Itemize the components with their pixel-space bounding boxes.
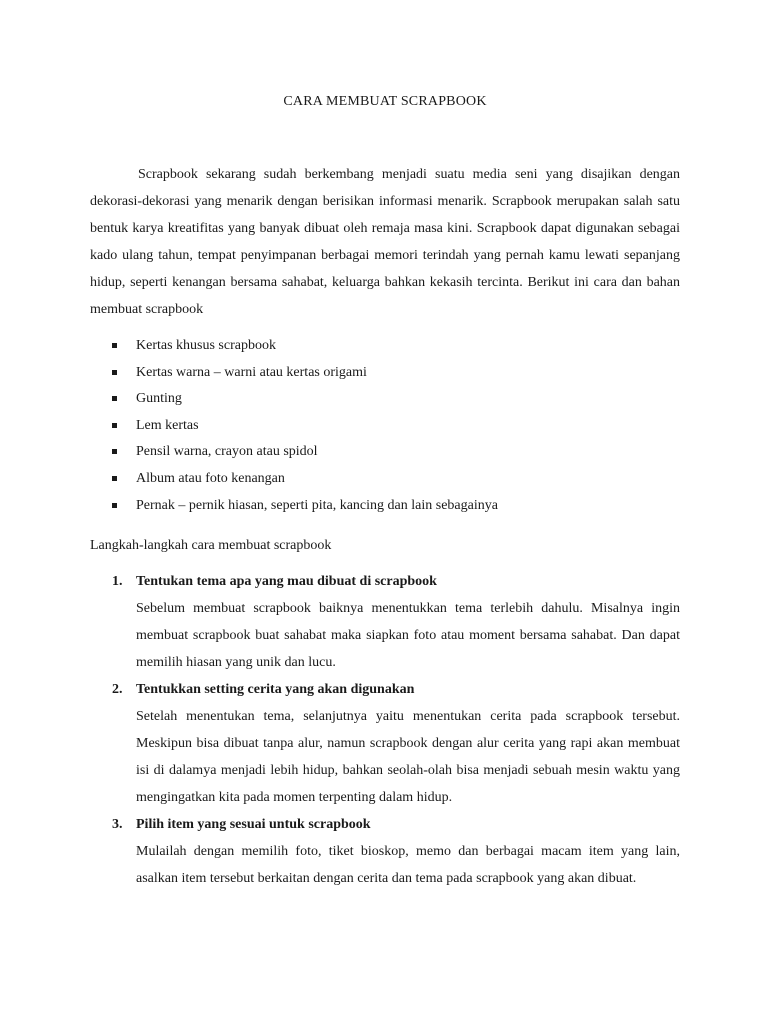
- bullet-icon: [112, 423, 117, 428]
- step-title: Pilih item yang sesuai untuk scrapbook: [136, 817, 371, 832]
- document-title: CARA MEMBUAT SCRAPBOOK: [283, 94, 487, 109]
- list-item: [90, 466, 498, 493]
- step-title: Tentukan tema apa yang mau dibuat di scrapbook: [136, 574, 437, 589]
- step-body: Setelah menentukan tema, selanjutnya yaitu menentukan cerita pada scrapbook tersebut. Meskipun bisa dibuat tanpa alur, namun scrapbook dengan alur cerita yang rapi akan membuat isi di dalamya menjadi lebih hidup, bahkan seolah-olah bisa menjadi sebuah mesin waktu yang mengingatkan kita pada momen terpenting dalam hidup.: [136, 709, 680, 805]
- step-item: [90, 811, 680, 892]
- list-item: [90, 333, 498, 360]
- steps-heading: Langkah-langkah cara membuat scrapbook: [90, 538, 332, 553]
- step-body: Sebelum membuat scrapbook baiknya menentukkan tema terlebih dahulu. Misalnya ingin membuat scrapbook buat sahabat maka siapkan foto atau moment bersama sahabat. Dan dapat memilih hiasan yang unik dan lucu.: [136, 601, 680, 670]
- list-item: [90, 386, 498, 413]
- bullet-icon: [112, 396, 117, 401]
- bullet-icon: [112, 343, 117, 348]
- bullet-icon: [112, 476, 117, 481]
- list-item-text: Pernak – pernik hiasan, seperti pita, kancing dan lain sebagainya: [136, 497, 498, 513]
- step-title: Tentukkan setting cerita yang akan digunakan: [136, 682, 415, 697]
- materials-list: [90, 333, 498, 519]
- list-item-text: Gunting: [136, 391, 182, 407]
- step-item: [90, 676, 680, 811]
- bullet-icon: [112, 503, 117, 508]
- step-body: Mulailah dengan memilih foto, tiket bioskop, memo dan berbagai macam item yang lain, asalkan item tersebut berkaitan dengan cerita dan tema pada scrapbook yang akan dibuat.: [136, 844, 680, 886]
- list-item: [90, 493, 498, 520]
- list-item-text: Album atau foto kenangan: [136, 470, 285, 486]
- step-item: [90, 568, 680, 676]
- bullet-icon: [112, 449, 117, 454]
- list-item: [90, 439, 498, 466]
- list-item: [90, 360, 498, 387]
- intro-paragraph: Scrapbook sekarang sudah berkembang menjadi suatu media seni yang disajikan dengan dekorasi-dekorasi yang menarik dengan berisikan informasi menarik. Scrapbook merupakan salah satu bentuk karya kreatifitas yang banyak dibuat oleh remaja masa kini. Scrapbook dapat digunakan sebagai kado ulang tahun, tempat penyimpanan berbagai memori terindah yang pernah kamu lewati sepanjang hidup, seperti kenangan bersama sahabat, keluarga bahkan kekasih tercinta. Berikut ini cara dan bahan membuat scrapbook: [90, 167, 680, 317]
- list-item-text: Lem kertas: [136, 417, 199, 433]
- list-item-text: Pensil warna, crayon atau spidol: [136, 444, 318, 460]
- list-item-text: Kertas khusus scrapbook: [136, 338, 276, 353]
- step-number: 1.: [112, 574, 123, 589]
- step-number: 2.: [112, 682, 123, 697]
- step-number: 3.: [112, 817, 123, 832]
- list-item-text: Kertas warna – warni atau kertas origami: [136, 364, 367, 380]
- bullet-icon: [112, 370, 117, 375]
- list-item: [90, 413, 498, 440]
- steps-list: [90, 568, 680, 892]
